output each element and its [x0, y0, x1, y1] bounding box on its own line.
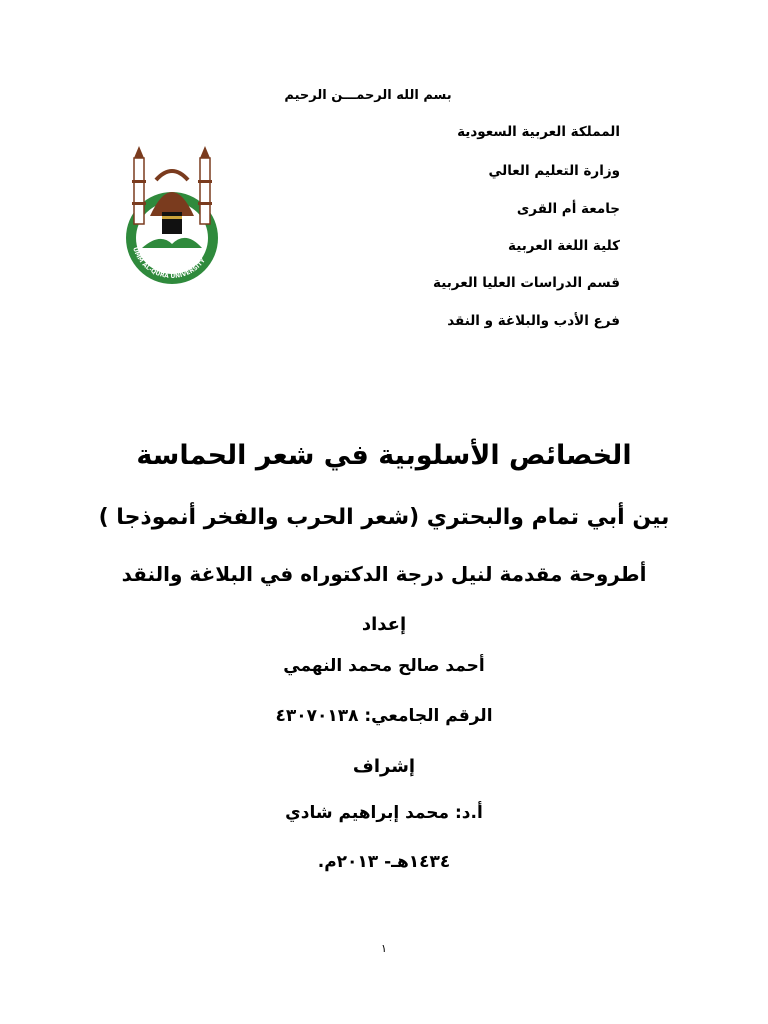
supervision-label: إشراف	[352, 756, 416, 777]
institution-university: جامعة أم القرى	[516, 201, 620, 217]
supervisor-name: أ.د: محمد إبراهيم شادي	[285, 803, 483, 823]
university-seal-logo	[120, 140, 224, 288]
institution-branch: فرع الأدب والبلاغة و النقد	[447, 313, 620, 329]
basmala: بسم الله الرحمـــن الرحيم	[284, 88, 452, 103]
thesis-title: الخصائص الأسلوبية في شعر الحماسة	[136, 440, 632, 471]
institution-department: قسم الدراسات العليا العربية	[433, 275, 620, 291]
student-id: الرقم الجامعي: ٤٣٠٧٠١٣٨	[275, 706, 493, 726]
svg-text:UMM AL-QURA UNIVERSITY: UMM AL-QURA UNIVERSITY	[131, 246, 207, 281]
page-number: ١	[381, 942, 387, 955]
institution-ministry: وزارة التعليم العالي	[488, 163, 620, 179]
institution-country: المملكة العربية السعودية	[457, 124, 620, 140]
date-line: ١٤٣٤هـ- ٢٠١٣م.	[317, 852, 451, 872]
prepared-by-label: إعداد	[361, 614, 407, 635]
degree-line: أطروحة مقدمة لنيل درجة الدكتوراه في البلاغة والنقد	[121, 562, 647, 586]
thesis-subtitle: بين أبي تمام والبحتري (شعر الحرب والفخر أنموذجا )	[98, 505, 670, 530]
institution-college: كلية اللغة العربية	[508, 238, 620, 254]
author-name: أحمد صالح محمد النهمي	[283, 656, 485, 676]
